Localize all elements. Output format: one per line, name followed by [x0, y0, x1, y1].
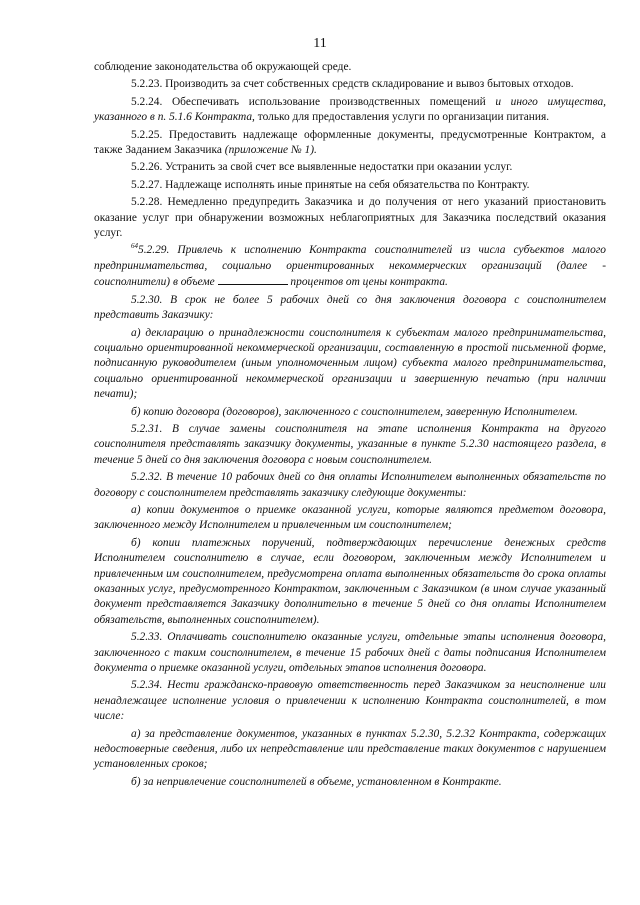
clause-5-2-24-text: 5.2.24. Обеспечивать использование производственных помещений [131, 95, 496, 108]
clause-5-2-30-b: б) копию договора (договоров), заключенного с соисполнителем, заверенную Исполнителем. [131, 405, 578, 418]
page-content [94, 60, 606, 792]
clause-5-2-25-italic: (приложение № 1). [224, 144, 317, 157]
clause-5-2-25 [94, 128, 606, 159]
clause-5-2-29-text: 5.2.29. Привлечь к исполнению Контракта соисполнителей из числа субъектов малого предпринимательства, социально ориентированных некоммерческих организаций (далее - соисполнители) в объеме [94, 244, 606, 289]
clause-5-2-24-tail: только для предоставления услуги по организации питания. [254, 111, 550, 124]
clause-5-2-29-tail: процентов от цены контракта. [287, 276, 448, 289]
page-number: 11 [313, 36, 327, 51]
clause-5-2-28: 5.2.28. Немедленно предупредить Заказчика и до получения от него указаний приостановить оказание услуг при обнаружении возможных неблагоприятных для Заказчика последствий оказания услуг. [94, 196, 606, 240]
footnote-marker: 64 [131, 242, 138, 251]
clause-5-2-30-a: а) декларацию о принадлежности соисполнителя к субъектам малого предпринимательства, социально ориентированной некоммерческой организации, составленную в простой письменной форме, подписанную руководителем (иным уполномоченным лицом) субъекта малого предпринимательства, социально ориентированной некоммерческой организации и завершенную печатью (при наличии печати); [94, 326, 606, 401]
clause-5-2-30: 5.2.30. В срок не более 5 рабочих дней со дня заключения договора с соисполнителем представить Заказчику: [94, 293, 606, 322]
blank-fill-line [218, 274, 288, 285]
clause-5-2-24-italic: и иного имущества, указанного в п. 5.1.6 Контракта, [94, 95, 606, 124]
clause-5-2-29 [94, 243, 606, 290]
clause-5-2-32-b: б) копии платежных поручений, подтверждающих перечисление денежных средств Исполнителем соисполнителю в случае, если договором, заключенным между Исполнителем и привлеченным им соисполнителем, предусмотрена оплата выполненных обязательств до срока оплаты оказанных услуг, предусмотренного Контрактом, заключенным с Заказчиком (в ином случае указанный документ представляется Заказчику дополнительно в течение 5 дней со дня оплаты Исполнителем обязательств, выполненных соисполнителем). [94, 536, 606, 626]
clause-5-2-33: 5.2.33. Оплачивать соисполнителю оказанные услуги, отдельные этапы исполнения договора, заключенного с таким соисполнителем, в течение 15 рабочих дней с даты подписания Исполнителем документа о приемке оказанной услуги, отдельных этапов исполнения договора. [94, 631, 606, 675]
clause-5-2-34-a: а) за представление документов, указанных в пунктах 5.2.30, 5.2.32 Контракта, содержащих недостоверные сведения, либо их непредставление или представление таких документов с нарушением установленных сроков; [94, 727, 606, 771]
clause-5-2-34: 5.2.34. Нести гражданско-правовую ответственность перед Заказчиком за неисполнение или ненадлежащее исполнение условия о привлечении к исполнению Контракта соисполнителей, в том числе: [94, 679, 606, 723]
clause-5-2-32: 5.2.32. В течение 10 рабочих дней со дня оплаты Исполнителем выполненных обязательств по договору с соисполнителем представлять заказчику следующие документы: [94, 471, 606, 499]
clause-5-2-23: 5.2.23. Производить за счет собственных средств складирование и вывоз бытовых отходов. [131, 78, 574, 91]
clause-5-2-25-text: 5.2.25. Предоставить надлежаще оформленные документы, предусмотренные Контрактом, а также Заданием Заказчика [94, 128, 606, 157]
clause-5-2-31: 5.2.31. В случае замены соисполнителя на этапе исполнения Контракта на другого соисполнителя представлять заказчику документы, указанные в пункте 5.2.30 настоящего раздела, в течение 5 дней со дня заключения договора с новым соисполнителем. [94, 422, 606, 466]
clause-5-2-26: 5.2.26. Устранить за свой счет все выявленные недостатки при оказании услуг. [131, 161, 513, 174]
clause-5-2-34-b: б) за непривлечение соисполнителей в объеме, установленном в Контракте. [131, 775, 502, 788]
clause-5-2-24 [94, 95, 606, 126]
paragraph-continuation: соблюдение законодательства об окружающей среде. [94, 61, 352, 73]
clause-5-2-32-a: а) копии документов о приемке оказанной услуги, которые являются предметом договора, заключенного между Исполнителем и привлеченным им соисполнителем; [94, 503, 606, 532]
clause-5-2-27: 5.2.27. Надлежаще исполнять иные принятые на себя обязательства по Контракту. [131, 178, 530, 191]
